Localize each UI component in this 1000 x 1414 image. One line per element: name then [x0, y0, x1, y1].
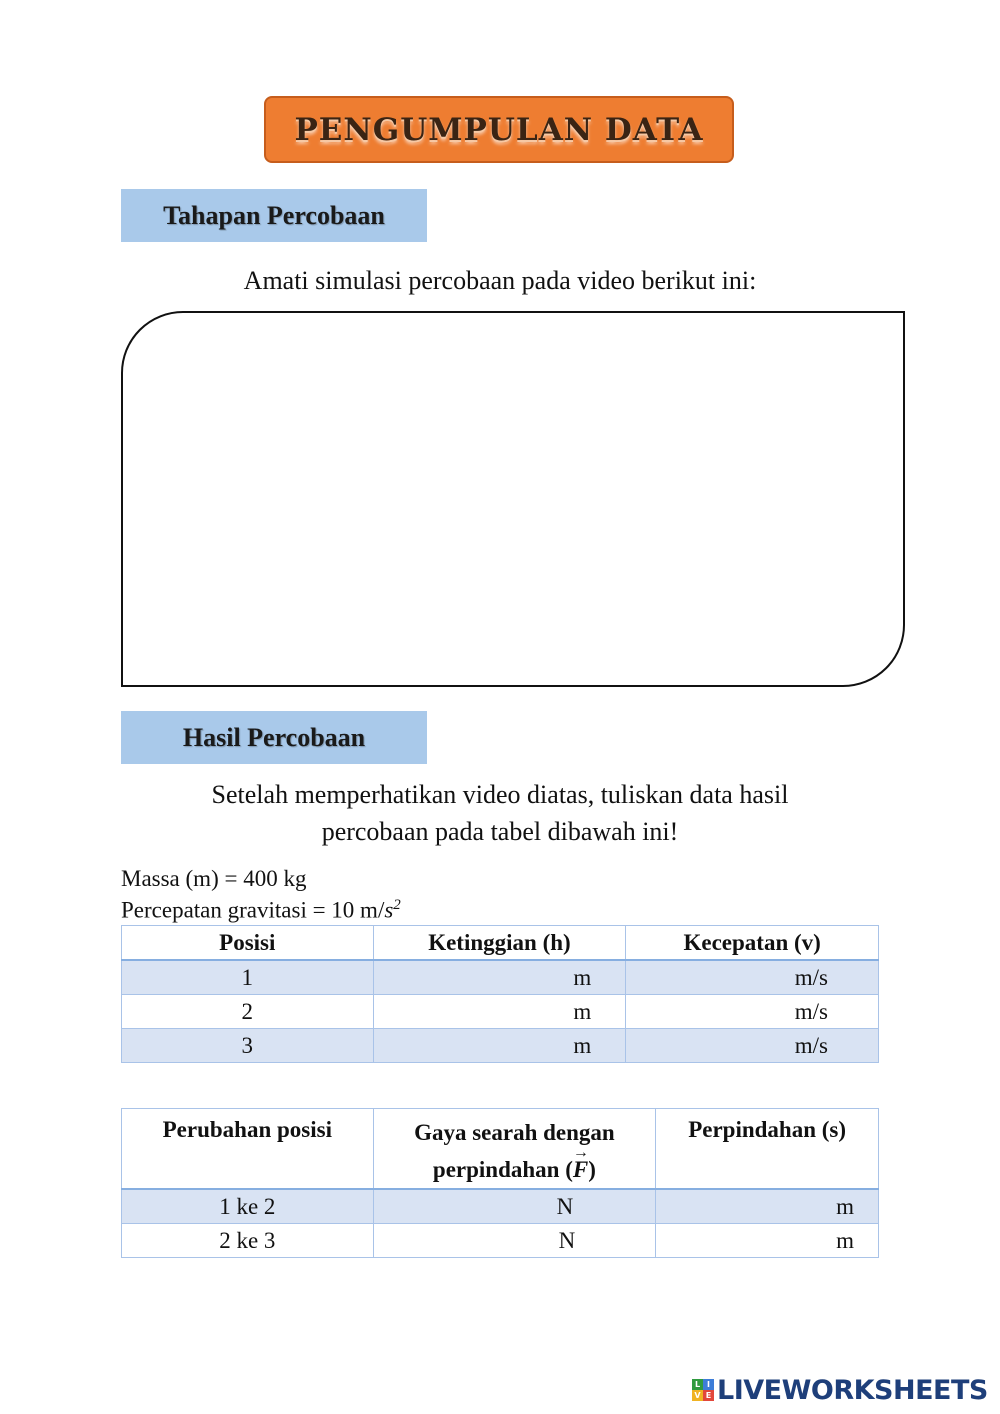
- position-cell: 2: [122, 995, 374, 1029]
- force-symbol: F: [572, 1157, 589, 1182]
- velocity-unit: m/s: [794, 998, 828, 1024]
- header-ketinggian: Ketinggian (h): [373, 926, 626, 961]
- table-row: [122, 1029, 879, 1063]
- position-change-cell: 2 ke 3: [122, 1224, 374, 1258]
- header-kecepatan: Kecepatan (v): [626, 926, 879, 961]
- force-unit: N: [556, 1193, 574, 1219]
- table-row: [122, 1224, 879, 1258]
- header-gaya: [373, 1109, 656, 1190]
- header-gaya-close: ): [588, 1157, 596, 1182]
- table-row: [122, 995, 879, 1029]
- video-frame[interactable]: [121, 311, 905, 687]
- gravity-unit: s: [384, 897, 394, 923]
- gravity-exponent: 2: [393, 897, 401, 913]
- force-input-cell[interactable]: [373, 1224, 656, 1258]
- height-input-cell[interactable]: [373, 960, 626, 995]
- force-unit: N: [558, 1227, 576, 1253]
- displacement-input-cell[interactable]: [656, 1189, 879, 1224]
- section-label-hasil: Hasil Percobaan: [121, 711, 427, 764]
- section-label-tahapan: Tahapan Percobaan: [121, 189, 427, 242]
- header-posisi: Posisi: [122, 926, 374, 961]
- height-unit: m: [573, 1032, 592, 1058]
- force-input-cell[interactable]: [373, 1189, 656, 1224]
- height-input-cell[interactable]: [373, 995, 626, 1029]
- liveworksheets-logo-icon: L I V E: [692, 1379, 714, 1401]
- velocity-unit: m/s: [794, 964, 828, 990]
- table-instruction: [100, 776, 900, 850]
- height-input-cell[interactable]: [373, 1029, 626, 1063]
- height-unit: m: [573, 964, 592, 990]
- table-instruction-line2: percobaan pada tabel dibawah ini!: [321, 817, 679, 846]
- displacement-input-cell[interactable]: [656, 1224, 879, 1258]
- page-title-banner: [264, 96, 734, 163]
- displacement-unit: m: [836, 1193, 854, 1219]
- mass-given: Massa (m) = 400 kg: [121, 866, 307, 891]
- liveworksheets-logo: [692, 1374, 988, 1406]
- header-perpindahan: Perpindahan (s): [656, 1109, 879, 1190]
- gravity-prefix: Percepatan gravitasi = 10 m/: [121, 897, 385, 923]
- table-instruction-line1: Setelah memperhatikan video diatas, tuliskan data hasil: [211, 780, 789, 809]
- video-instruction: Amati simulasi percobaan pada video berikut ini:: [243, 266, 757, 295]
- gravity-given: [121, 897, 401, 924]
- page-title: PENGUMPULAN DATA: [294, 111, 704, 148]
- velocity-unit: m/s: [794, 1032, 828, 1058]
- header-gaya-line2: [374, 1144, 656, 1188]
- force-vector-symbol: → F: [572, 1144, 589, 1182]
- displacement-table: [121, 1108, 879, 1258]
- header-perubahan-posisi: Perubahan posisi: [122, 1109, 374, 1190]
- velocity-input-cell[interactable]: [626, 960, 879, 995]
- brand-name: LIVEWORKSHEETS: [717, 1374, 988, 1406]
- velocity-input-cell[interactable]: [626, 1029, 879, 1063]
- height-unit: m: [573, 998, 592, 1024]
- position-cell: 1: [122, 960, 374, 995]
- header-gaya-text: perpindahan (: [432, 1157, 573, 1182]
- position-change-cell: 1 ke 2: [122, 1189, 374, 1224]
- table-row: [122, 1189, 879, 1224]
- table-row: [122, 960, 879, 995]
- header-gaya-line1: Gaya searah dengan: [414, 1120, 615, 1145]
- position-table: [121, 925, 879, 1063]
- position-cell: 3: [122, 1029, 374, 1063]
- velocity-input-cell[interactable]: [626, 995, 879, 1029]
- displacement-unit: m: [836, 1227, 854, 1253]
